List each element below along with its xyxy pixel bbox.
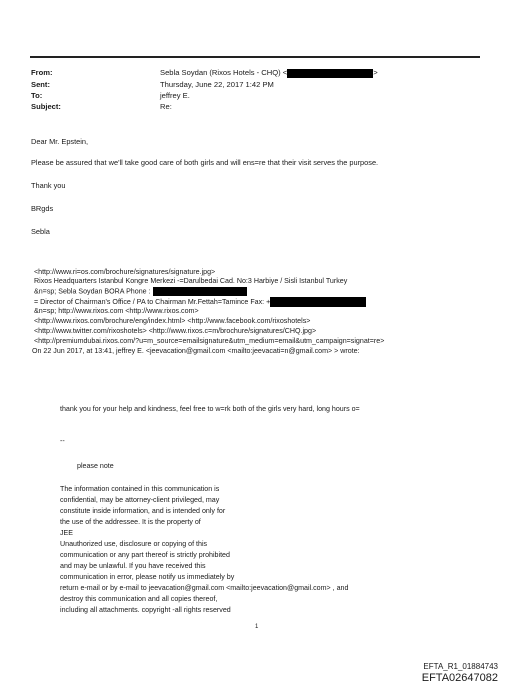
- signature-line-2: Rixos Headquarters Istanbul Kongre Merkezi -=Darulbedai Cad. No:3 Harbiye / Sisli Istanbul Turkey: [34, 277, 348, 285]
- disclaimer-line: confidential, may be attorney-client privileged, may: [60, 496, 220, 504]
- disclaimer-line: communication or any part thereof is strictly prohibited: [60, 551, 230, 559]
- thanks-line: Thank you: [31, 181, 66, 190]
- disclaimer-line: return e-mail or by e-mail to jeevacation@gmail.com <mailto:jeevacation@gmail.com> , and: [60, 584, 349, 592]
- redaction-block: [287, 69, 373, 78]
- to-value: jeffrey E.: [160, 91, 190, 100]
- to-label: To:: [31, 91, 43, 100]
- subject-value: Re:: [160, 102, 172, 111]
- disclaimer-line: communication in error, please notify us immediately by: [60, 573, 235, 581]
- disclaimer-line: the use of the addressee. It is the property of: [60, 518, 201, 526]
- from-sender: Sebla Soydan (Rixos Hotels - CHQ) <: [160, 68, 288, 77]
- redaction-block: [153, 287, 247, 296]
- signature-line-4: [34, 297, 366, 307]
- from-label: From:: [31, 68, 53, 77]
- bates-number-small: EFTA_R1_01884743: [423, 662, 498, 671]
- header-divider: [30, 56, 480, 58]
- disclaimer-line: JEE: [60, 529, 74, 537]
- reply-attribution: On 22 Jun 2017, at 13:41, jeffrey E. <jeevacation@gmail.com <mailto:jeevacati=n@gmail.com> > wrote:: [32, 347, 360, 355]
- from-closing-bracket: >: [373, 68, 378, 77]
- bates-number-large: EFTA02647082: [421, 672, 498, 684]
- subject-label: Subject:: [31, 102, 61, 111]
- redaction-block: [270, 297, 366, 307]
- signature-line-3-text: &n=sp; Sebla Soydan BORA Phone :: [34, 287, 151, 296]
- from-value: [160, 68, 378, 78]
- quoted-message: thank you for your help and kindness, feel free to w=rk both of the girls very hard, long hours o=: [60, 405, 360, 413]
- message-body: Please be assured that we'll take good care of both girls and will ens=re that their visit serves the purpose.: [31, 158, 379, 167]
- disclaimer-line: constitute inside information, and is intended only for: [60, 507, 226, 515]
- sender-name: Sebla: [31, 227, 50, 236]
- signature-line-8: <http://premiumdubai.rixos.com/?u=m_source=emailsignature&utm_medium=email&utm_campaign=signat=re>: [34, 337, 385, 345]
- signature-line-5: &n=sp; http://www.rixos.com <http://www.rixos.com>: [34, 307, 199, 315]
- sent-value: Thursday, June 22, 2017 1:42 PM: [160, 80, 274, 89]
- quoted-dashes: --: [60, 437, 65, 445]
- greeting: Dear Mr. Epstein,: [31, 137, 89, 146]
- signature-line-4-text: = Director of Chairman's Office / PA to Chairman Mr.Fettah=Tamince Fax: +: [34, 297, 271, 306]
- sent-label: Sent:: [31, 80, 50, 89]
- disclaimer-line: The information contained in this communication is: [60, 485, 220, 493]
- signature-line-1: <http://www.ri=os.com/brochure/signatures/signature.jpg>: [34, 268, 216, 276]
- disclaimer-line: Unauthorized use, disclosure or copying of this: [60, 540, 208, 548]
- disclaimer-line: and may be unlawful. If you have received this: [60, 562, 206, 570]
- disclaimer-line: including all attachments. copyright -all rights reserved: [60, 606, 231, 614]
- signature-line-6: <http://www.rixos.com/brochure/eng/index.html> <http://www.facebook.com/rixoshotels>: [34, 317, 311, 325]
- disclaimer-line: destroy this communication and all copies thereof,: [60, 595, 218, 603]
- regards-line: BRgds: [31, 204, 54, 213]
- please-note: please note: [77, 462, 114, 470]
- page-number: 1: [255, 624, 259, 630]
- signature-line-3: [34, 287, 247, 296]
- signature-line-7: <http://www.twitter.com/rixoshotels> <http://www.rixos.c=m/brochure/signatures/CHQ.jpg>: [34, 327, 317, 335]
